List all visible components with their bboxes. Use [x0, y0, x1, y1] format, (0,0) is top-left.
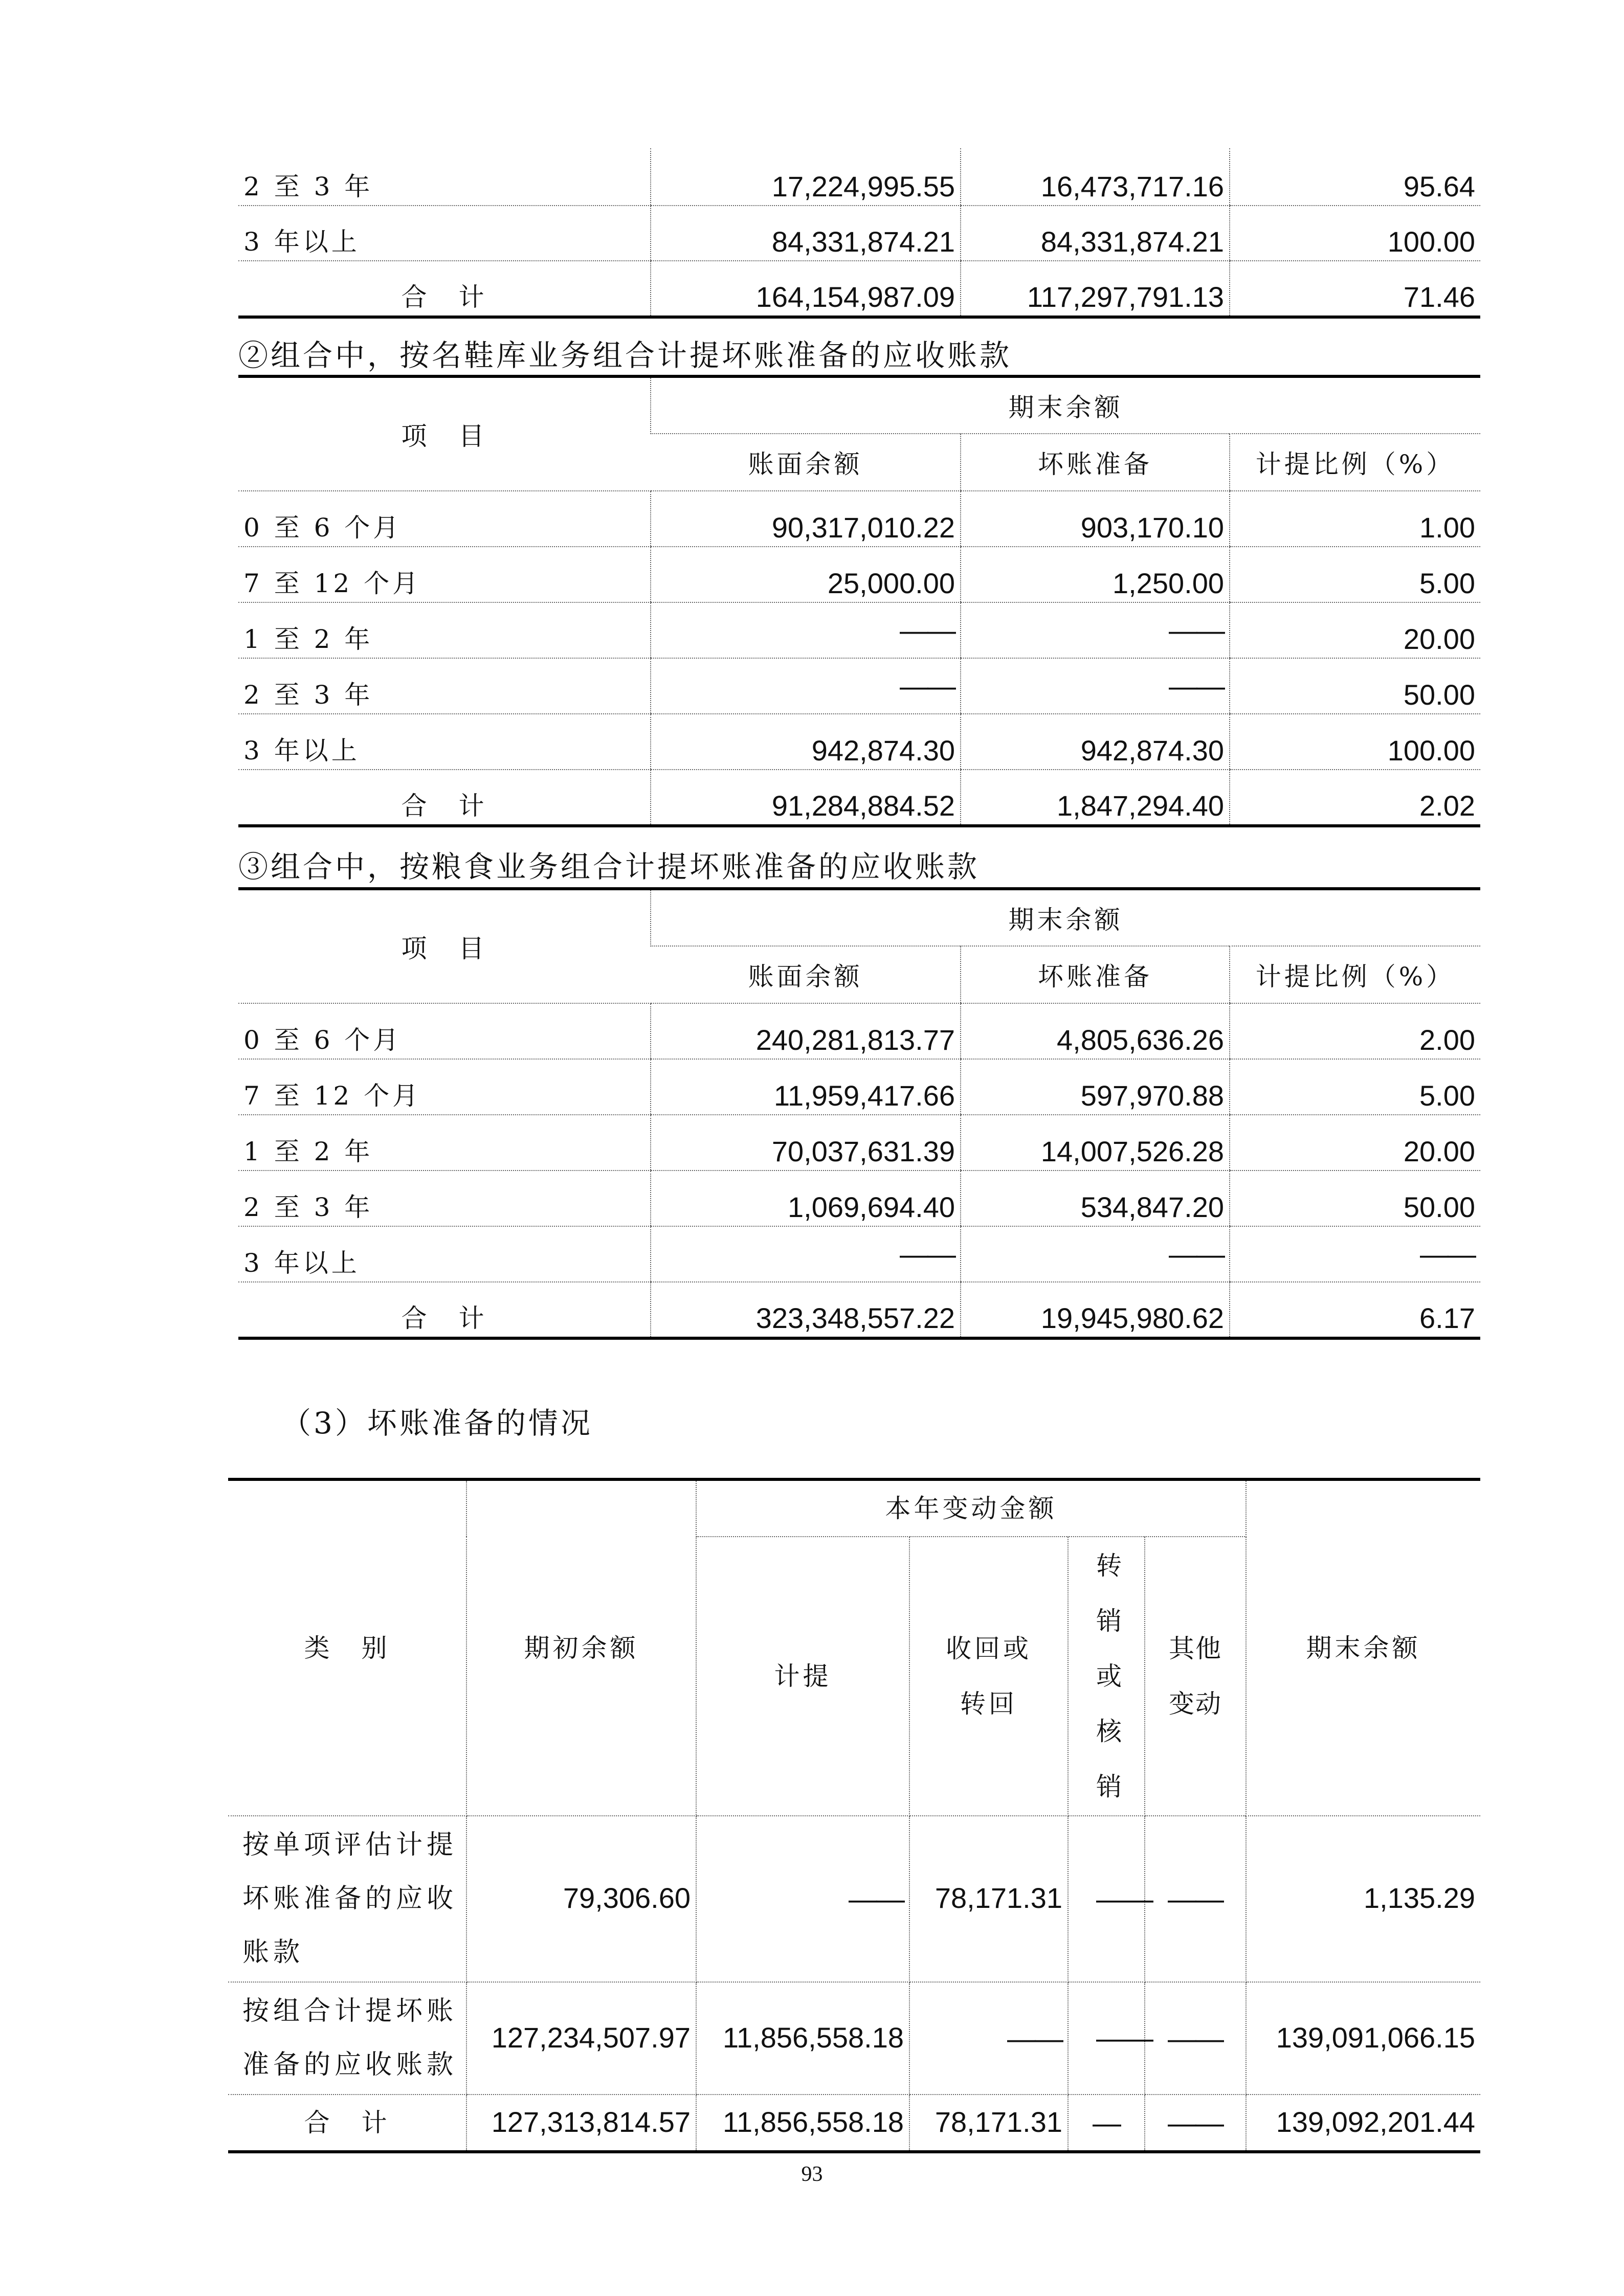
ratio: 50.00	[1230, 658, 1480, 714]
ratio: 50.00	[1230, 1170, 1480, 1226]
opening-balance: 127,313,814.57	[466, 2095, 696, 2152]
header-writeoff-text: 转销或核销	[1096, 1551, 1122, 1802]
header-period-end: 期末余额	[651, 376, 1480, 434]
row-label: 2 至 3 年	[238, 658, 651, 714]
header-other-text: 其他变动	[1169, 1634, 1222, 1719]
header-provision: 计提	[696, 1537, 909, 1816]
header-ratio: 计提比例（%）	[1230, 946, 1480, 1003]
ratio: 5.00	[1230, 1059, 1480, 1115]
header-recovered-text: 收回或转回	[946, 1634, 1032, 1719]
other-change: ——	[1145, 1816, 1246, 1982]
table-row-total	[238, 261, 1480, 317]
writeoff	[1068, 1982, 1153, 2095]
book-balance: 1,069,694.40	[651, 1170, 961, 1226]
header-bad-debt: 坏账准备	[961, 434, 1230, 491]
table-row	[238, 547, 1480, 602]
row-label: 0 至 6 个月	[238, 1003, 651, 1059]
ratio: 95.64	[1230, 148, 1480, 206]
book-balance: 17,224,995.55	[651, 148, 961, 206]
table-row	[238, 1226, 1480, 1282]
total-label: 合 计	[238, 1282, 651, 1338]
bad-debt: 19,945,980.62	[961, 1282, 1230, 1338]
table-shoe-business	[238, 375, 1480, 827]
header-period-end: 期末余额	[651, 889, 1480, 946]
book-balance: 90,317,010.22	[651, 491, 961, 547]
ratio: 71.46	[1230, 261, 1480, 317]
table-row	[238, 1170, 1480, 1226]
opening-balance: 79,306.60	[466, 1816, 696, 1982]
book-balance: 70,037,631.39	[651, 1115, 961, 1170]
other-change: ——	[1145, 2095, 1246, 2152]
ratio: 5.00	[1230, 547, 1480, 602]
closing-balance: 1,135.29	[1246, 1816, 1480, 1982]
row-label: 1 至 2 年	[238, 1115, 651, 1170]
row-label: 3 年以上	[238, 1226, 651, 1282]
row-label: 3 年以上	[238, 206, 651, 261]
book-balance: 164,154,987.09	[651, 261, 961, 317]
header-item: 项 目	[238, 376, 651, 491]
bad-debt: ——	[961, 602, 1230, 658]
header-bad-debt: 坏账准备	[961, 946, 1230, 1003]
bad-debt: 117,297,791.13	[961, 261, 1230, 317]
ratio: ——	[1230, 1226, 1480, 1282]
closing-balance: 139,091,066.15	[1246, 1982, 1480, 2095]
ratio: 20.00	[1230, 602, 1480, 658]
bad-debt: 903,170.10	[961, 491, 1230, 547]
table-row	[228, 1982, 1480, 2095]
bad-debt: 534,847.20	[961, 1170, 1230, 1226]
writeoff: —	[1068, 2095, 1145, 2152]
ratio: 6.17	[1230, 1282, 1480, 1338]
other-change: ——	[1145, 1982, 1246, 2095]
book-balance: 942,874.30	[651, 714, 961, 770]
table-row	[238, 1115, 1480, 1170]
book-balance: ——	[651, 658, 961, 714]
table-row	[238, 1059, 1480, 1115]
header-category: 类 别	[228, 1479, 466, 1816]
table-row-total	[238, 1282, 1480, 1338]
header-opening-balance: 期初余额	[466, 1479, 696, 1816]
row-label: 2 至 3 年	[238, 1170, 651, 1226]
writeoff	[1068, 1816, 1153, 1982]
ratio: 2.00	[1230, 1003, 1480, 1059]
provision: 11,856,558.18	[696, 2095, 909, 2152]
bad-debt: 597,970.88	[961, 1059, 1230, 1115]
provision: 11,856,558.18	[696, 1982, 909, 2095]
writeoff-text: ——	[1096, 1882, 1153, 1915]
ratio: 2.02	[1230, 770, 1480, 826]
table-row	[238, 658, 1480, 714]
table-grain-business	[238, 887, 1480, 1340]
row-label: 7 至 12 个月	[238, 547, 651, 602]
table-row	[238, 148, 1480, 206]
table-row	[238, 1003, 1480, 1059]
closing-balance: 139,092,201.44	[1246, 2095, 1480, 2152]
ratio: 1.00	[1230, 491, 1480, 547]
bad-debt: 1,847,294.40	[961, 770, 1230, 826]
table-aging-continuation	[238, 148, 1480, 319]
table-row-total	[228, 2095, 1480, 2152]
header-other	[1145, 1537, 1246, 1816]
bad-debt: 84,331,874.21	[961, 206, 1230, 261]
bad-debt: 942,874.30	[961, 714, 1230, 770]
page-number: 93	[801, 2163, 823, 2186]
bad-debt: 16,473,717.16	[961, 148, 1230, 206]
bad-debt: 14,007,526.28	[961, 1115, 1230, 1170]
total-label: 合 计	[238, 261, 651, 317]
book-balance: 91,284,884.52	[651, 770, 961, 826]
table-row	[238, 206, 1480, 261]
bad-debt: ——	[961, 658, 1230, 714]
header-writeoff	[1068, 1537, 1145, 1816]
row-label: 7 至 12 个月	[238, 1059, 651, 1115]
table-bad-debt-changes	[228, 1478, 1480, 2153]
book-balance: 25,000.00	[651, 547, 961, 602]
section-3-caption: ③组合中，按粮食业务组合计提坏账准备的应收账款	[238, 849, 980, 884]
book-balance: ——	[651, 602, 961, 658]
category-label: 按组合计提坏账准备的应收账款	[228, 1982, 466, 2095]
header-book-balance: 账面余额	[651, 434, 961, 491]
row-label: 2 至 3 年	[238, 148, 651, 206]
opening-balance: 127,234,507.97	[466, 1982, 696, 2095]
total-label: 合 计	[238, 770, 651, 826]
header-item: 项 目	[238, 889, 651, 1003]
provision: ——	[696, 1816, 909, 1982]
header-book-balance: 账面余额	[651, 946, 961, 1003]
header-closing-balance: 期末余额	[1246, 1479, 1480, 1816]
header-change-group: 本年变动金额	[696, 1479, 1246, 1537]
category-label: 按单项评估计提坏账准备的应收账款	[228, 1816, 466, 1982]
row-label: 3 年以上	[238, 714, 651, 770]
table-row	[238, 602, 1480, 658]
recovered: ——	[909, 1982, 1068, 2095]
book-balance: 11,959,417.66	[651, 1059, 961, 1115]
book-balance: 84,331,874.21	[651, 206, 961, 261]
header-ratio: 计提比例（%）	[1230, 434, 1480, 491]
book-balance: 323,348,557.22	[651, 1282, 961, 1338]
table-row	[238, 491, 1480, 547]
total-label: 合 计	[228, 2095, 466, 2152]
ratio: 100.00	[1230, 206, 1480, 261]
section-4-caption: （3）坏账准备的情况	[281, 1406, 593, 1440]
row-label: 1 至 2 年	[238, 602, 651, 658]
section-2-caption: ②组合中，按名鞋库业务组合计提坏账准备的应收账款	[238, 338, 1012, 373]
ratio: 20.00	[1230, 1115, 1480, 1170]
header-recovered	[909, 1537, 1068, 1816]
row-label: 0 至 6 个月	[238, 491, 651, 547]
book-balance: 240,281,813.77	[651, 1003, 961, 1059]
bad-debt: 1,250.00	[961, 547, 1230, 602]
recovered: 78,171.31	[909, 1816, 1068, 1982]
bad-debt: 4,805,636.26	[961, 1003, 1230, 1059]
book-balance: ——	[651, 1226, 961, 1282]
bad-debt: ——	[961, 1226, 1230, 1282]
writeoff-text: ——	[1096, 2022, 1153, 2054]
recovered: 78,171.31	[909, 2095, 1068, 2152]
table-row	[238, 714, 1480, 770]
ratio: 100.00	[1230, 714, 1480, 770]
table-row	[228, 1816, 1480, 1982]
table-row-total	[238, 770, 1480, 826]
